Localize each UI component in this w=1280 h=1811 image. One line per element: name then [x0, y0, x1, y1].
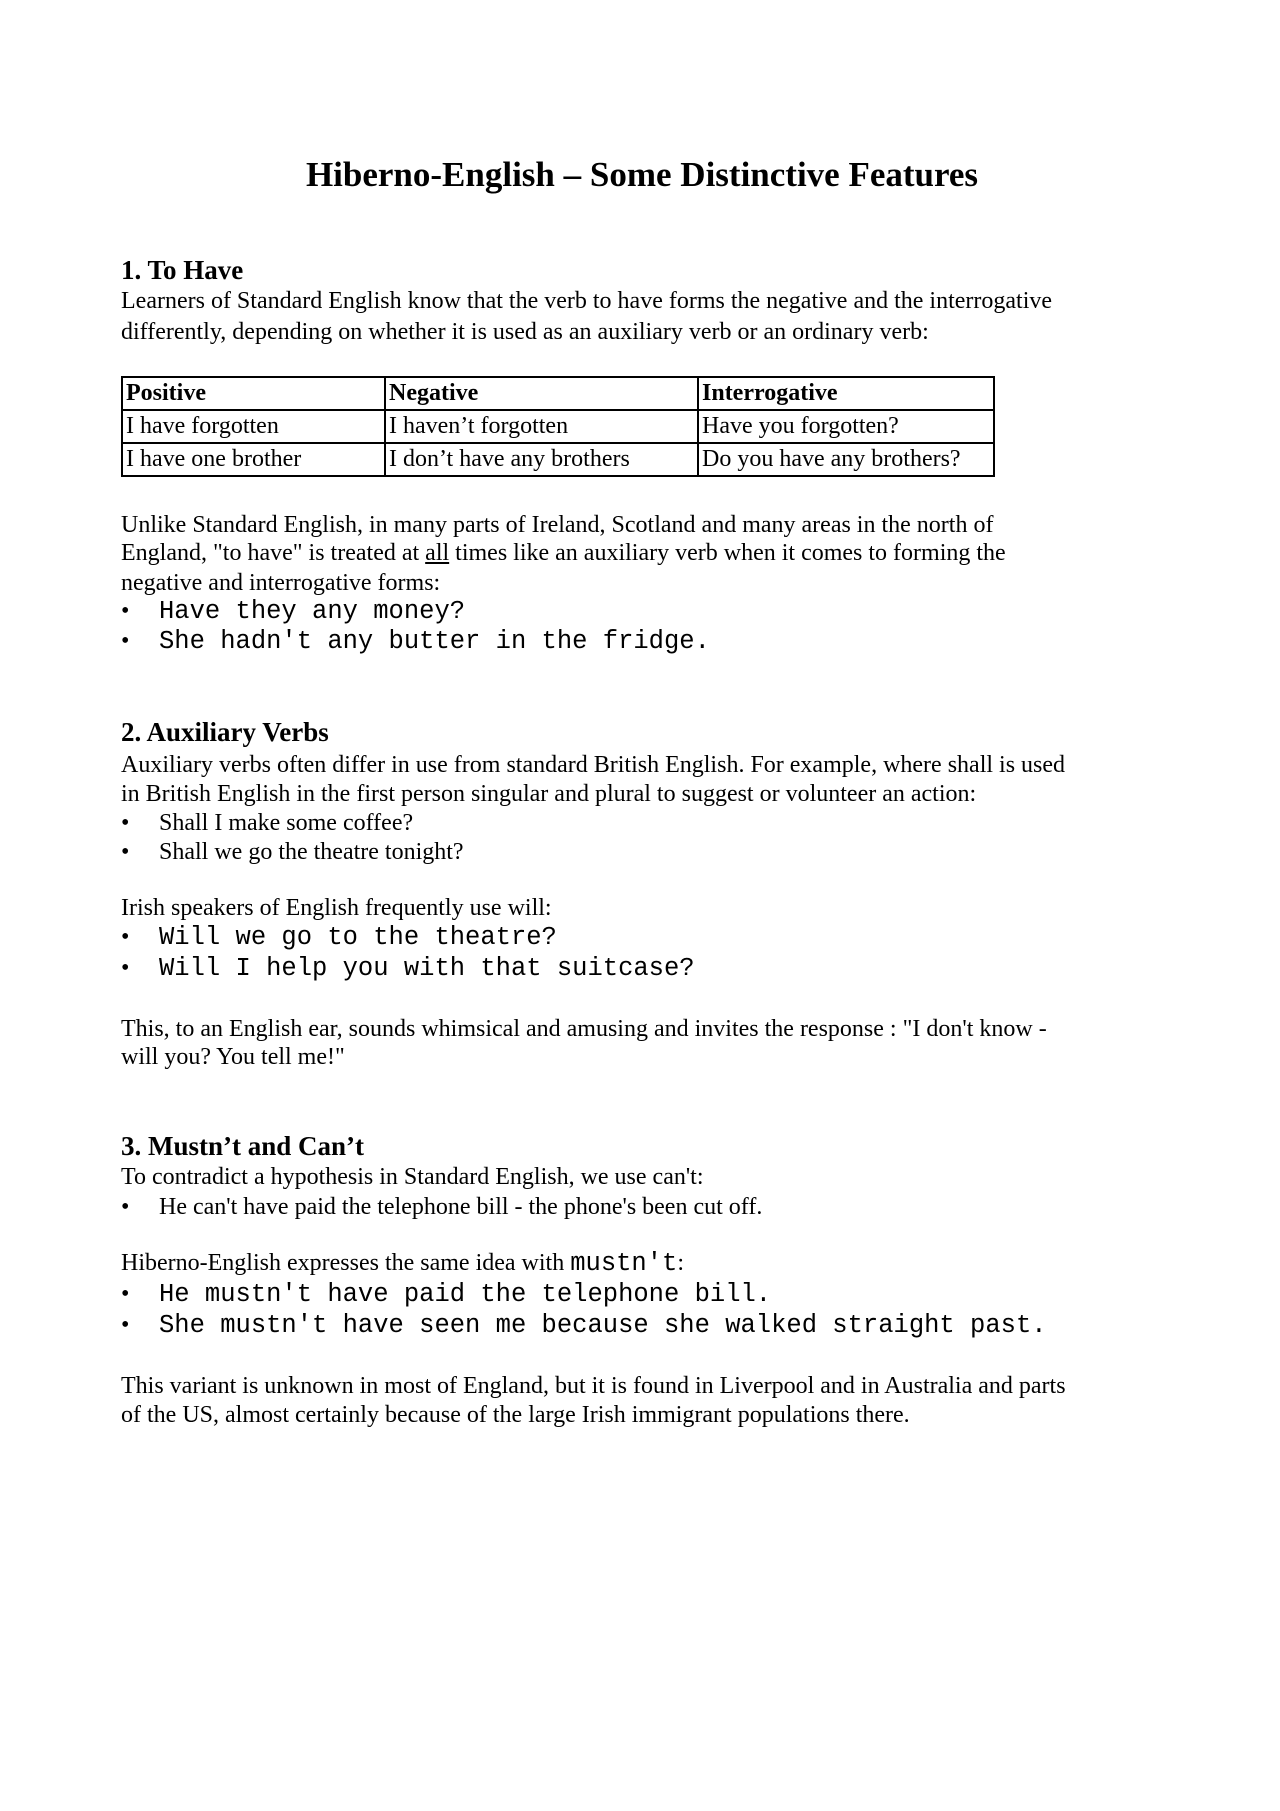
paragraph: [121, 1249, 684, 1278]
text: Hiberno-English expresses the same idea with: [121, 1250, 571, 1276]
page-title: Hiberno-English – Some Distinctive Features: [305, 155, 979, 194]
paragraph: To contradict a hypothesis in Standard English, we use can't:: [121, 1164, 704, 1190]
bullet-icon: •: [121, 628, 130, 654]
table-cell: Have you forgotten?: [698, 410, 994, 443]
table-header: Positive: [126, 380, 206, 406]
bullet-icon: •: [121, 1281, 130, 1307]
table-row: [122, 410, 994, 443]
list-item-text: Shall we go the theatre tonight?: [159, 839, 464, 865]
underlined-text: all: [425, 540, 450, 566]
paragraph: This, to an English ear, sounds whimsical and amusing and invites the response : "I don't know -: [121, 1016, 1047, 1042]
code-text: mustn't: [570, 1249, 678, 1278]
paragraph: will you? You tell me!": [121, 1044, 345, 1070]
table-row: [122, 443, 994, 476]
section-heading-mustnt-cant: 3. Mustn’t and Can’t: [121, 1131, 365, 1161]
section-heading-auxiliary-verbs: 2. Auxiliary Verbs: [121, 717, 329, 747]
table-header: Negative: [389, 380, 479, 406]
bullet-icon: •: [121, 955, 130, 981]
text: England, "to have" is treated at: [121, 540, 426, 566]
list-item-text: He can't have paid the telephone bill - the phone's been cut off.: [159, 1194, 763, 1220]
table-cell: Do you have any brothers?: [698, 443, 994, 476]
bullet-icon: •: [121, 924, 130, 950]
paragraph: negative and interrogative forms:: [121, 570, 441, 596]
table-cell: I haven’t forgotten: [385, 410, 698, 443]
paragraph: Irish speakers of English frequently use will:: [121, 895, 552, 921]
list-item-text: Have they any money?: [159, 597, 466, 626]
table-header: Interrogative: [702, 380, 838, 406]
paragraph: [121, 539, 1006, 568]
list-item-text: Will we go to the theatre?: [159, 923, 557, 952]
table-cell: I have one brother: [122, 443, 385, 476]
list-item-text: She hadn't any butter in the fridge.: [159, 627, 710, 656]
text: :: [677, 1250, 685, 1276]
list-item-text: Shall I make some coffee?: [159, 810, 414, 836]
bullet-icon: •: [121, 598, 130, 624]
paragraph: Unlike Standard English, in many parts of Ireland, Scotland and many areas in the north of: [121, 512, 994, 538]
bullet-icon: •: [121, 810, 130, 836]
paragraph: of the US, almost certainly because of the large Irish immigrant populations there.: [121, 1402, 910, 1428]
paragraph: Learners of Standard English know that the verb to have forms the negative and the interrogative: [121, 288, 1053, 314]
table-cell: I don’t have any brothers: [385, 443, 698, 476]
paragraph: differently, depending on whether it is used as an auxiliary verb or an ordinary verb:: [121, 319, 929, 345]
to-have-table: [121, 376, 995, 477]
bullet-icon: •: [121, 1312, 130, 1338]
paragraph: in British English in the first person singular and plural to suggest or volunteer an action:: [121, 781, 977, 807]
table-cell: I have forgotten: [122, 410, 385, 443]
list-item-text: She mustn't have seen me because she walked straight past.: [159, 1311, 1047, 1340]
list-item-text: Will I help you with that suitcase?: [159, 954, 695, 983]
bullet-icon: •: [121, 1194, 130, 1220]
bullet-icon: •: [121, 839, 130, 865]
list-item-text: He mustn't have paid the telephone bill.: [159, 1280, 772, 1309]
paragraph: Auxiliary verbs often differ in use from standard British English. For example, where shall is used: [121, 752, 1066, 778]
text: times like an auxiliary verb when it comes to forming the: [449, 540, 1006, 566]
paragraph: This variant is unknown in most of England, but it is found in Liverpool and in Australia and parts: [121, 1373, 1066, 1399]
table-header-row: [122, 377, 994, 410]
section-heading-to-have: 1. To Have: [121, 255, 244, 285]
